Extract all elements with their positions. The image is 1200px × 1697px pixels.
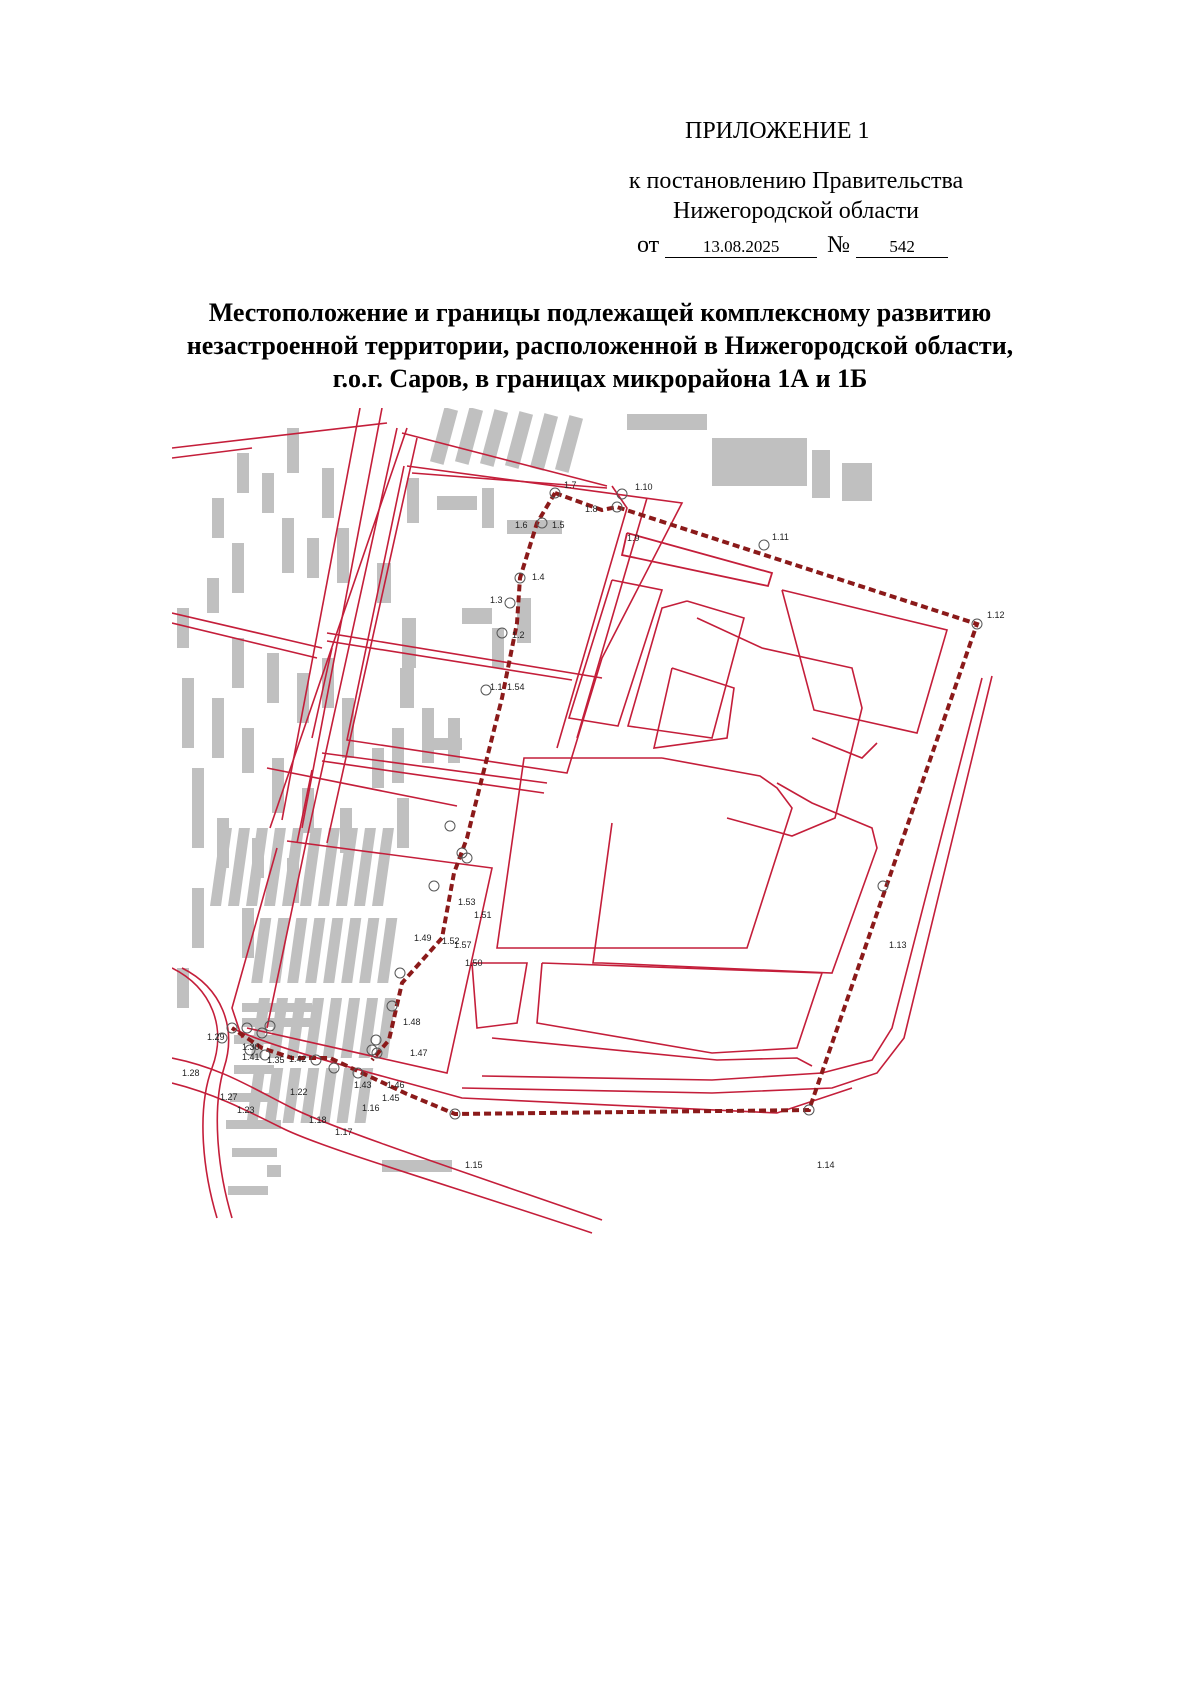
label-1.13: 1.13 (889, 940, 907, 950)
resolution-number: 542 (856, 237, 948, 258)
resolution-date: 13.08.2025 (665, 237, 817, 258)
label-1.43: 1.43 (354, 1080, 372, 1090)
resolution-line-1: к постановлению Правительства (628, 168, 964, 194)
label-1.42: 1.42 (289, 1054, 307, 1064)
title-line-1: Местоположение и границы подлежащей комплексному развитию (208, 298, 992, 327)
label-1.54: 1.54 (507, 682, 525, 692)
label-1.49: 1.49 (414, 933, 432, 943)
label-1.10: 1.10 (635, 482, 653, 492)
label-1.6: 1.6 (515, 520, 528, 530)
label-1.30: 1.30 (242, 1042, 260, 1052)
label-1.51: 1.51 (474, 910, 492, 920)
label-1.3: 1.3 (490, 595, 503, 605)
label-1.29: 1.29 (207, 1032, 225, 1042)
number-sign: № (827, 232, 851, 258)
date-number-line (637, 232, 948, 259)
label-1.12: 1.12 (987, 610, 1005, 620)
label-1.35: 1.35 (267, 1055, 285, 1065)
street-lines (172, 408, 992, 1233)
label-1.1: 1.1 (490, 682, 503, 692)
territory-map (172, 408, 1102, 1308)
label-1.5: 1.5 (552, 520, 565, 530)
label-1.28: 1.28 (182, 1068, 200, 1078)
label-1.52: 1.52 (442, 936, 460, 946)
title-line-2: незастроенной территории, расположенной в Нижегородской области, (186, 331, 1014, 360)
label-1.48: 1.48 (403, 1017, 421, 1027)
label-1.47: 1.47 (410, 1048, 428, 1058)
label-1.14: 1.14 (817, 1160, 835, 1170)
appendix-label: ПРИЛОЖЕНИЕ 1 (685, 118, 870, 144)
label-1.46: 1.46 (387, 1080, 405, 1090)
label-1.11: 1.11 (772, 532, 789, 542)
label-1.23: 1.23 (237, 1105, 255, 1115)
label-1.45: 1.45 (382, 1093, 400, 1103)
label-1.17: 1.17 (335, 1127, 353, 1137)
label-1.8: 1.8 (585, 504, 598, 514)
label-1.22: 1.22 (290, 1087, 308, 1097)
resolution-reference (597, 166, 995, 226)
label-1.50: 1.50 (465, 958, 483, 968)
label-1.4: 1.4 (532, 572, 545, 582)
label-1.9: 1.9 (627, 533, 640, 543)
resolution-line-2: Нижегородской области (672, 198, 920, 224)
label-1.27: 1.27 (220, 1092, 238, 1102)
label-1.53: 1.53 (458, 897, 476, 907)
label-1.18: 1.18 (309, 1115, 327, 1125)
date-prefix: от (637, 232, 660, 258)
document-title (120, 296, 1080, 395)
label-1.57: 1.57 (454, 940, 472, 950)
label-1.41: 1.41 (242, 1052, 260, 1062)
label-1.16: 1.16 (362, 1103, 380, 1113)
label-1.2: 1.2 (512, 630, 525, 640)
label-1.7: 1.7 (564, 480, 577, 490)
title-line-3: г.о.г. Саров, в границах микрорайона 1А и 1Б (332, 364, 868, 393)
label-1.15: 1.15 (465, 1160, 483, 1170)
